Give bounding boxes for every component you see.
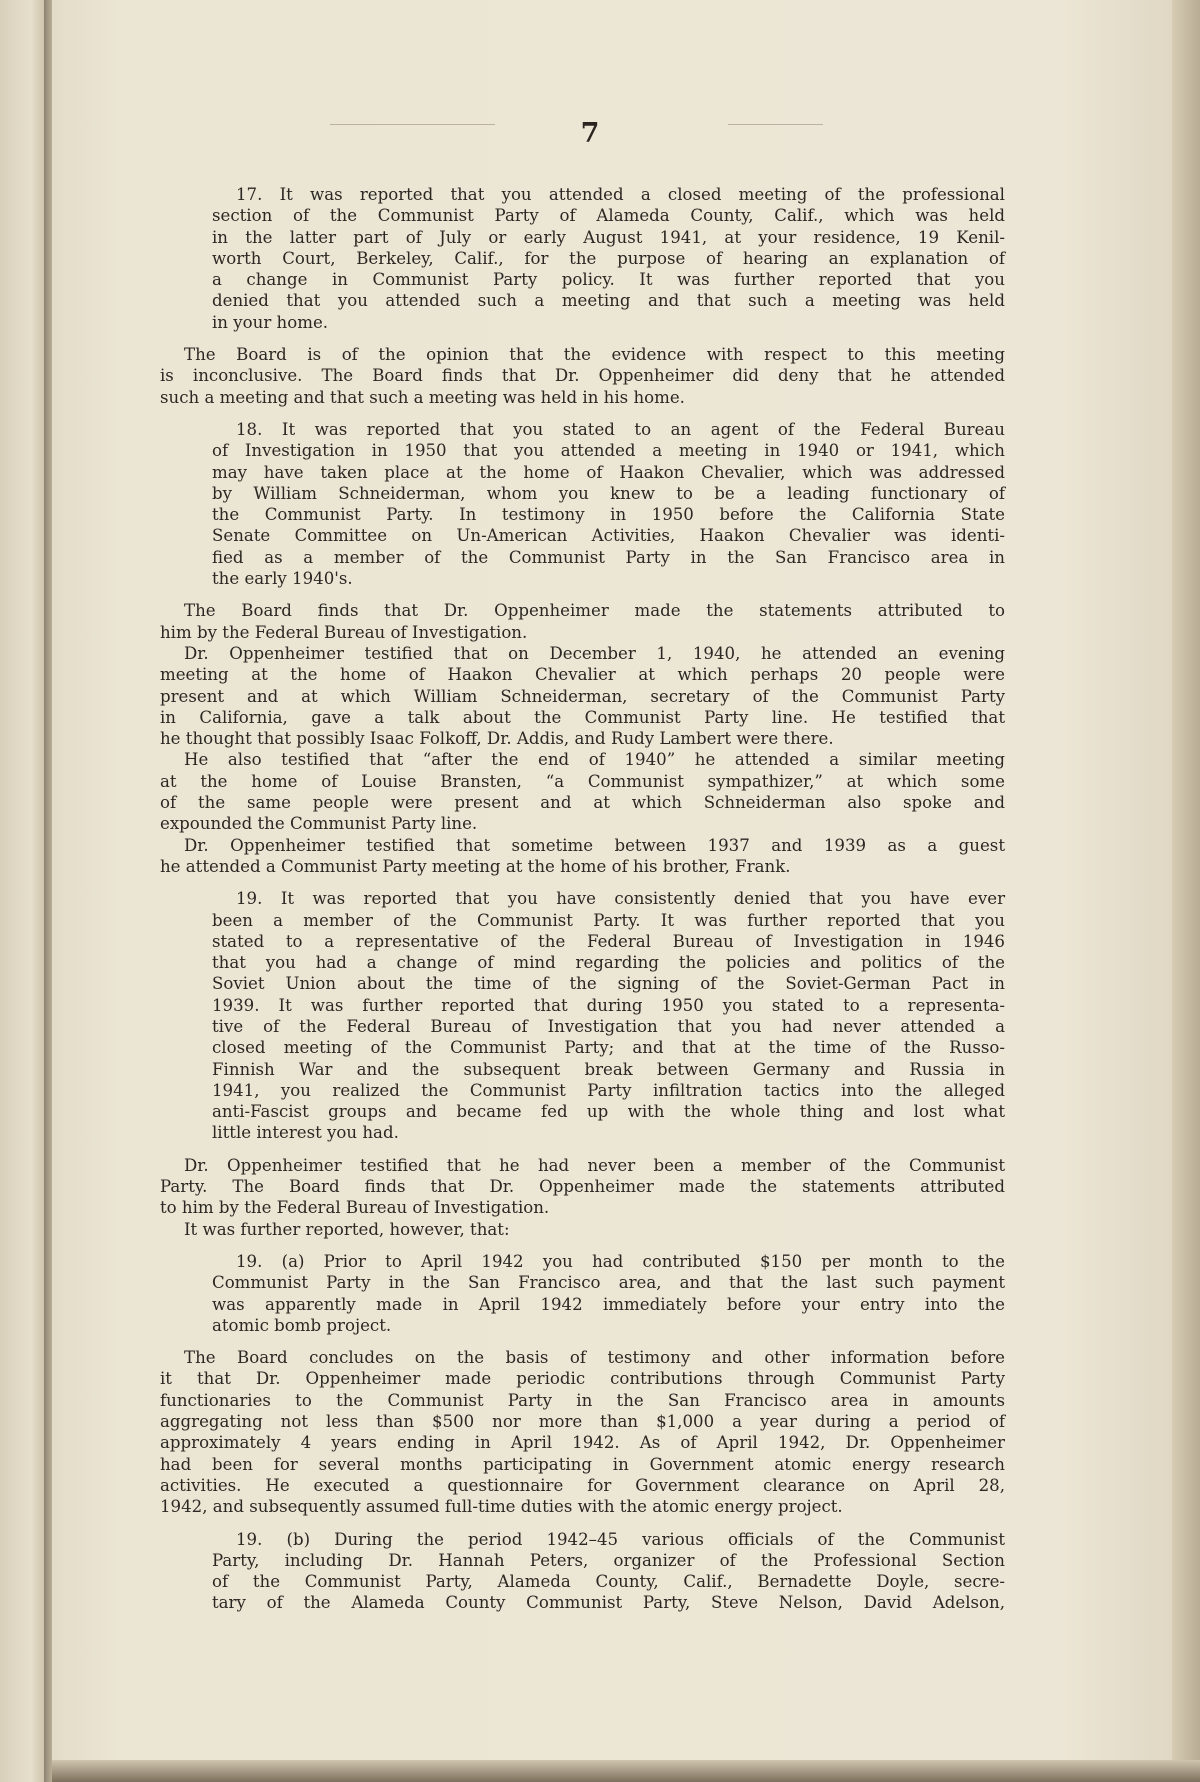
text-line: at the home of Louise Bransten, “a Communist sympathizer,” at which some bbox=[160, 771, 1005, 791]
text-line: aggregating not less than $500 nor more than $1,000 a year during a period of bbox=[160, 1412, 1005, 1432]
text-line: 1942, and subsequently assumed full-time duties with the atomic energy project. bbox=[160, 1497, 843, 1517]
text-line: 19. (b) During the period 1942–45 various officials of the Communist bbox=[236, 1529, 1005, 1549]
text-line: is inconclusive. The Board finds that Dr. Oppenheimer did deny that he attended bbox=[160, 366, 1005, 386]
text-line: stated to a representative of the Federal Bureau of Investigation in 1946 bbox=[212, 931, 1005, 951]
text-line: was apparently made in April 1942 immediately before your entry into the bbox=[212, 1294, 1005, 1314]
text-line: He also testified that “after the end of 1940” he attended a similar meeting bbox=[184, 750, 1005, 770]
text-line: been a member of the Communist Party. It was further reported that you bbox=[212, 910, 1005, 930]
numbered-item-paragraph bbox=[212, 1251, 1005, 1336]
text-line: 17. It was reported that you attended a closed meeting of the professional bbox=[236, 185, 1005, 204]
text-line: meeting at the home of Haakon Chevalier at which perhaps 20 people were bbox=[160, 665, 1005, 685]
previous-page-edge bbox=[0, 0, 44, 1782]
text-line: Dr. Oppenheimer testified that sometime between 1937 and 1939 as a guest bbox=[184, 835, 1005, 855]
paragraph bbox=[160, 344, 1005, 408]
text-line: The Board finds that Dr. Oppenheimer made the statements attributed to bbox=[184, 601, 1005, 621]
text-line: 19. It was reported that you have consistently denied that you have ever bbox=[236, 889, 1005, 909]
text-line: Soviet Union about the time of the signing of the Soviet-German Pact in bbox=[212, 974, 1005, 994]
text-line: The Board concludes on the basis of testimony and other information before bbox=[184, 1348, 1005, 1368]
print-mark bbox=[728, 124, 823, 125]
text-line: such a meeting and that such a meeting was held in his home. bbox=[160, 387, 685, 407]
paragraph bbox=[160, 835, 1005, 878]
text-line: a change in Communist Party policy. It was further reported that you bbox=[212, 270, 1005, 290]
text-line: of the same people were present and at which Schneiderman also spoke and bbox=[160, 793, 1005, 813]
text-line: by William Schneiderman, whom you knew to be a leading functionary of bbox=[212, 483, 1005, 503]
text-line: to him by the Federal Bureau of Investigation. bbox=[160, 1198, 550, 1218]
text-line: functionaries to the Communist Party in the San Francisco area in amounts bbox=[160, 1390, 1005, 1410]
numbered-item-paragraph bbox=[212, 1529, 1005, 1614]
text-line: Party, including Dr. Hannah Peters, organizer of the Professional Section bbox=[212, 1550, 1005, 1570]
text-line: expounded the Communist Party line. bbox=[160, 814, 478, 834]
text-line: The Board is of the opinion that the evidence with respect to this meeting bbox=[184, 345, 1005, 365]
text-line: atomic bomb project. bbox=[212, 1315, 392, 1335]
text-line: Dr. Oppenheimer testified that he had never been a member of the Communist bbox=[184, 1155, 1005, 1175]
text-line: present and at which William Schneiderman, secretary of the Communist Party bbox=[160, 686, 1005, 706]
text-line: anti-Fascist groups and became fed up with the whole thing and lost what bbox=[212, 1102, 1005, 1122]
text-line: in your home. bbox=[212, 312, 329, 332]
text-line: of Investigation in 1950 that you attended a meeting in 1940 or 1941, which bbox=[212, 441, 1005, 461]
text-line: he thought that possibly Isaac Folkoff, Dr. Addis, and Rudy Lambert were there. bbox=[160, 729, 834, 749]
text-line: Senate Committee on Un-American Activities, Haakon Chevalier was identi- bbox=[212, 526, 1005, 546]
numbered-item-paragraph bbox=[212, 184, 1005, 333]
text-line: closed meeting of the Communist Party; and that at the time of the Russo- bbox=[212, 1038, 1005, 1058]
book-spine bbox=[44, 0, 52, 1782]
text-line: had been for several months participating in Government atomic energy research bbox=[160, 1454, 1005, 1474]
text-line: 18. It was reported that you stated to an agent of the Federal Bureau bbox=[236, 419, 1005, 439]
paragraph bbox=[160, 749, 1005, 834]
text-line: him by the Federal Bureau of Investigation. bbox=[160, 622, 528, 642]
document-body bbox=[160, 184, 1005, 1614]
text-line: denied that you attended such a meeting and that such a meeting was held bbox=[212, 291, 1005, 311]
text-line: tive of the Federal Bureau of Investigation that you had never attended a bbox=[212, 1016, 1005, 1036]
text-line: he attended a Communist Party meeting at the home of his brother, Frank. bbox=[160, 856, 791, 876]
text-line: fied as a member of the Communist Party in the San Francisco area in bbox=[212, 547, 1005, 567]
paragraph bbox=[160, 600, 1005, 643]
text-line: 19. (a) Prior to April 1942 you had contributed $150 per month to the bbox=[236, 1251, 1005, 1271]
paragraph bbox=[160, 1155, 1005, 1219]
text-line: in California, gave a talk about the Communist Party line. He testified that bbox=[160, 707, 1005, 727]
text-line: of the Communist Party, Alameda County, Calif., Bernadette Doyle, secre- bbox=[212, 1572, 1005, 1592]
numbered-item-paragraph bbox=[212, 888, 1005, 1144]
text-line: activities. He executed a questionnaire for Government clearance on April 28, bbox=[160, 1475, 1005, 1495]
text-line: may have taken place at the home of Haakon Chevalier, which was addressed bbox=[212, 462, 1005, 482]
text-line: it that Dr. Oppenheimer made periodic contributions through Communist Party bbox=[160, 1369, 1005, 1389]
text-line: It was further reported, however, that: bbox=[184, 1219, 510, 1239]
text-line: Finnish War and the subsequent break between Germany and Russia in bbox=[212, 1059, 1005, 1079]
page-number: 7 bbox=[580, 118, 600, 149]
text-line: tary of the Alameda County Communist Party, Steve Nelson, David Adelson, bbox=[212, 1593, 1005, 1613]
text-line: section of the Communist Party of Alameda County, Calif., which was held bbox=[212, 206, 1005, 226]
text-line: the Communist Party. In testimony in 1950 before the California State bbox=[212, 505, 1005, 525]
page-bottom-edge bbox=[52, 1760, 1200, 1782]
page-right-edge bbox=[1172, 0, 1200, 1782]
text-line: approximately 4 years ending in April 1942. As of April 1942, Dr. Oppenheimer bbox=[160, 1433, 1005, 1453]
print-mark bbox=[330, 124, 495, 125]
text-line: Dr. Oppenheimer testified that on December 1, 1940, he attended an evening bbox=[184, 643, 1005, 663]
text-line: little interest you had. bbox=[212, 1123, 399, 1143]
text-line: Communist Party in the San Francisco area, and that the last such payment bbox=[212, 1273, 1005, 1293]
paragraph bbox=[160, 643, 1005, 749]
numbered-item-paragraph bbox=[212, 419, 1005, 589]
text-line: that you had a change of mind regarding the policies and politics of the bbox=[212, 953, 1005, 973]
text-line: Party. The Board finds that Dr. Oppenheimer made the statements attributed bbox=[160, 1177, 1005, 1197]
text-line: in the latter part of July or early August 1941, at your residence, 19 Kenil- bbox=[212, 227, 1005, 247]
text-line: worth Court, Berkeley, Calif., for the purpose of hearing an explanation of bbox=[212, 248, 1005, 268]
paragraph bbox=[160, 1219, 1005, 1240]
text-line: 1941, you realized the Communist Party infiltration tactics into the alleged bbox=[212, 1080, 1005, 1100]
paragraph bbox=[160, 1347, 1005, 1517]
text-line: 1939. It was further reported that during 1950 you stated to a representa- bbox=[212, 995, 1005, 1015]
text-line: the early 1940's. bbox=[212, 569, 353, 589]
